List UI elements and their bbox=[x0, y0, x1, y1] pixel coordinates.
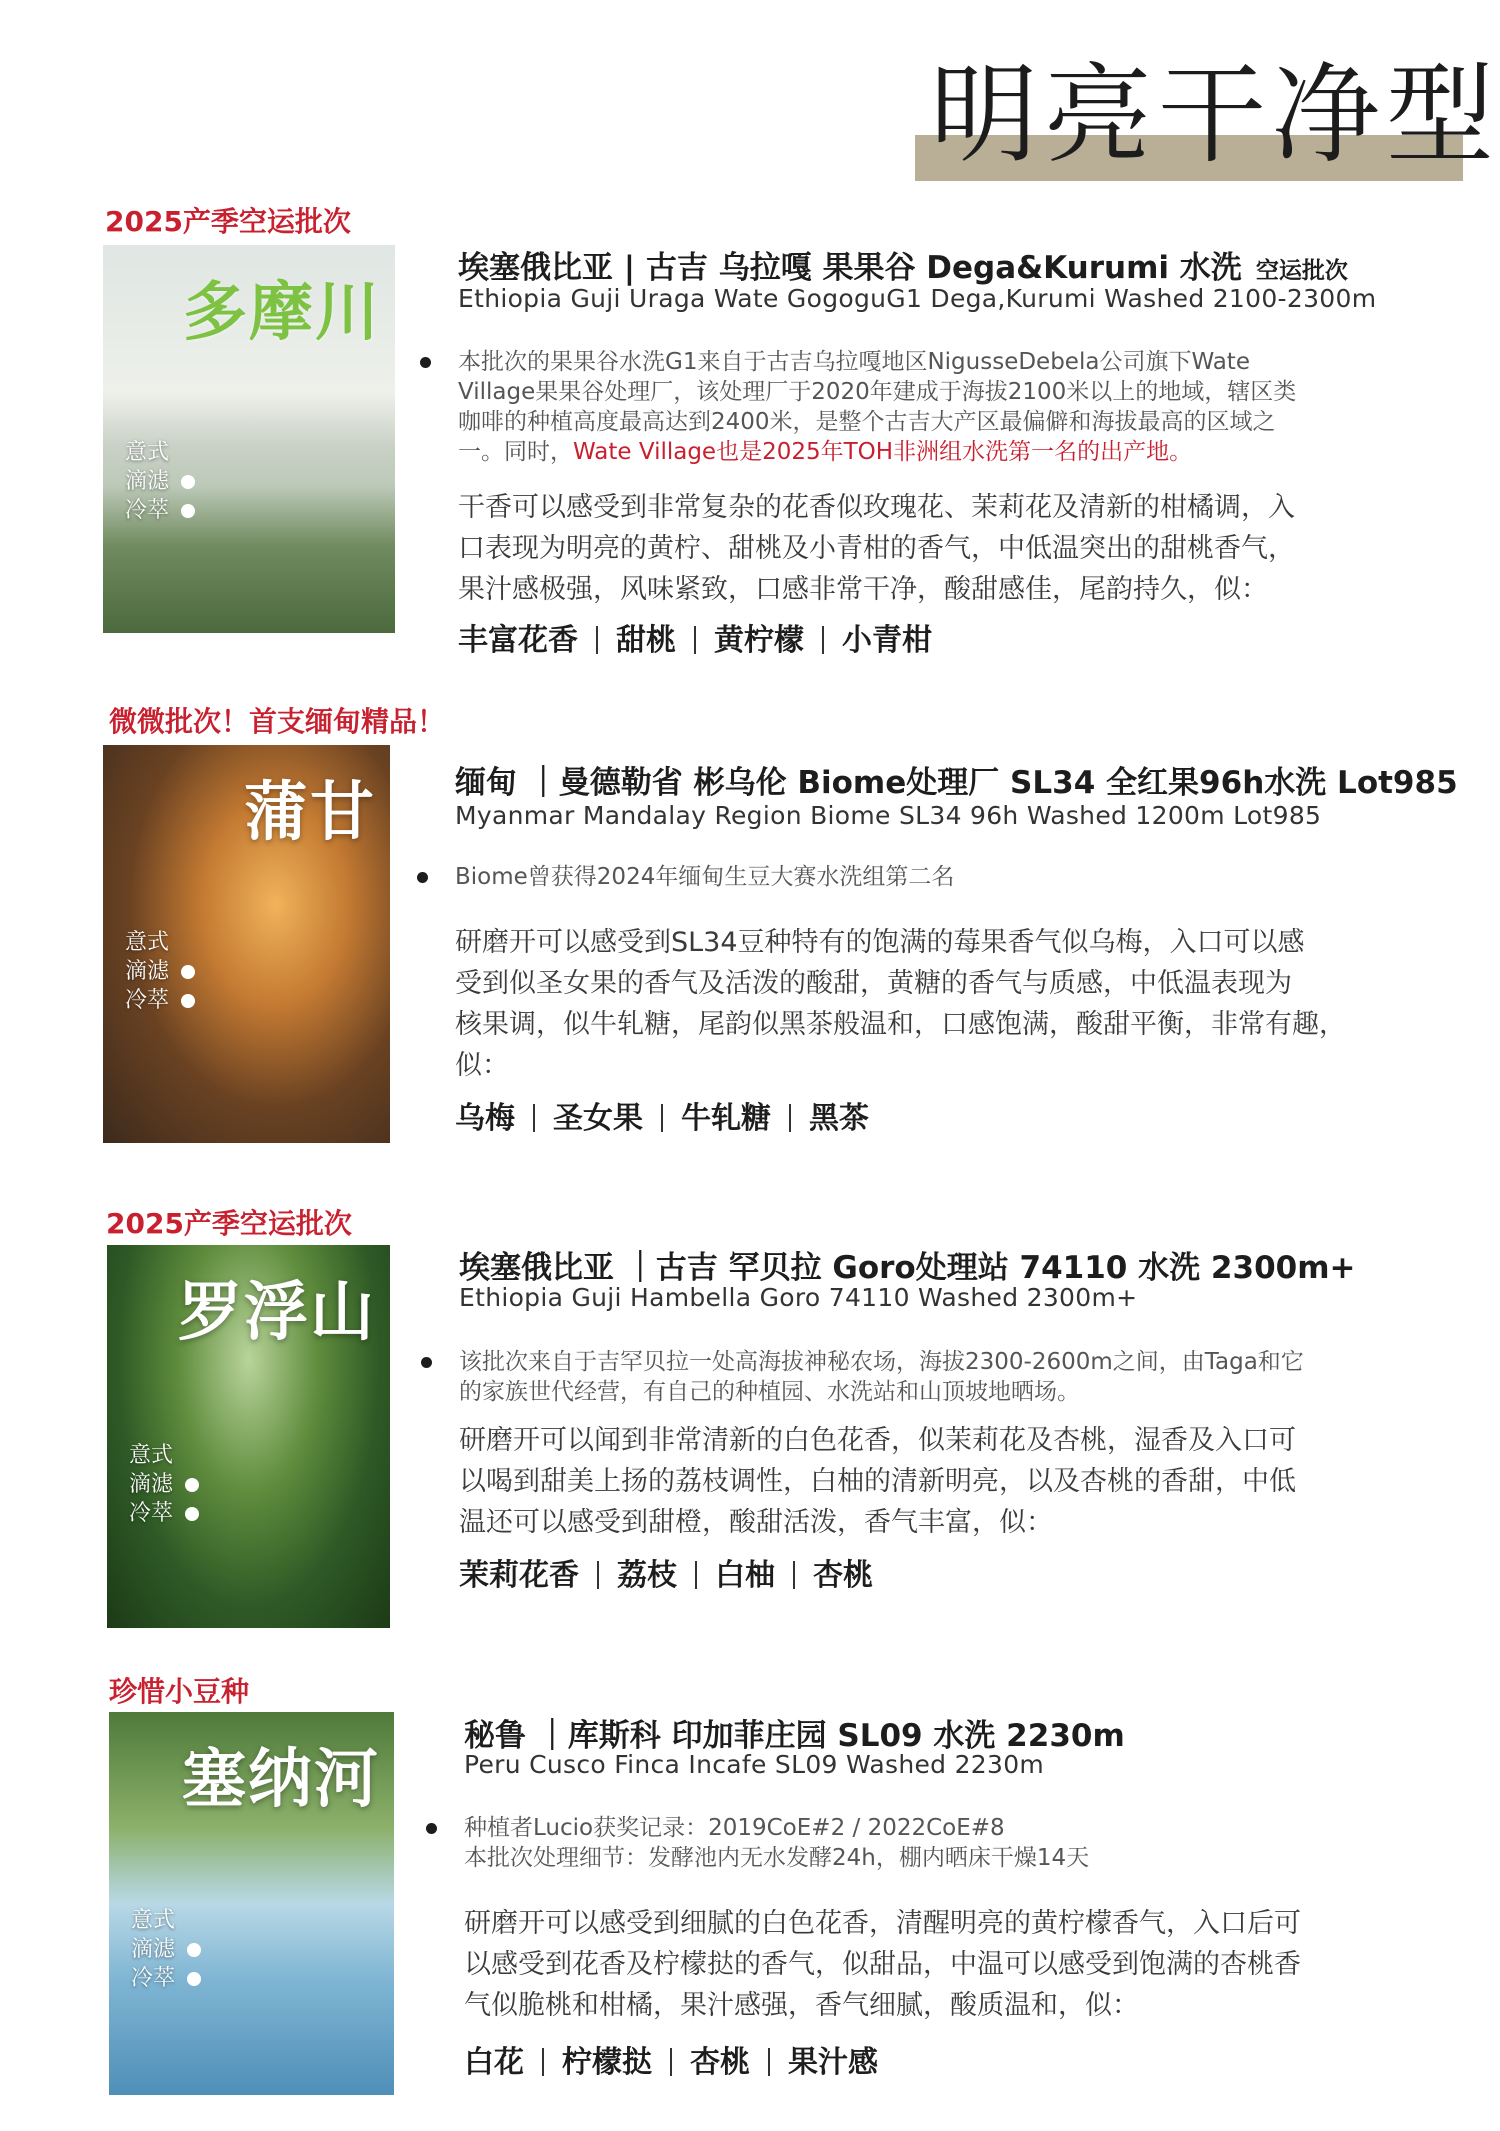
flavor-notes bbox=[458, 615, 932, 659]
bullet-line: 该批次来自于吉罕贝拉一处高海拔神秘农场，海拔2300-2600m之间，由Taga和它 bbox=[459, 1349, 1304, 1375]
card-photo bbox=[103, 745, 390, 1143]
dot-icon bbox=[185, 1478, 199, 1492]
card-description bbox=[458, 487, 1295, 610]
bullet-line: 本批次的果果谷水洗G1来自于古吉乌拉嘎地区NigusseDebela公司旗下Wate bbox=[458, 349, 1250, 375]
dot-icon bbox=[181, 475, 195, 489]
brew-method: 冷萃 bbox=[125, 988, 170, 1013]
photo-name: 罗浮山 bbox=[178, 1276, 376, 1350]
card-photo bbox=[103, 245, 395, 633]
brew-method-row bbox=[131, 1935, 201, 1964]
brew-methods bbox=[131, 1906, 201, 1993]
bullet-line: 咖啡的种植高度最高达到2400米，是整个古吉大产区最偏僻和海拔最高的区域之 bbox=[458, 409, 1276, 435]
brew-method: 冷萃 bbox=[131, 1966, 176, 1991]
card-bullet bbox=[459, 1347, 1459, 1407]
brew-methods bbox=[125, 438, 195, 525]
flavor-note: 圣女果 bbox=[553, 1101, 643, 1136]
brew-method: 滴滤 bbox=[131, 1937, 176, 1962]
desc-line: 果汁感极强，风味紧致，口感非常干净，酸甜感佳，尾韵持久，似： bbox=[458, 574, 1268, 605]
brew-method: 意式 bbox=[129, 1443, 174, 1468]
brew-method: 意式 bbox=[131, 1908, 176, 1933]
brew-method: 意式 bbox=[125, 440, 170, 465]
card-subtitle: Ethiopia Guji Hambella Goro 74110 Washed 2300m+ bbox=[459, 1283, 1138, 1312]
bullet-line: 本批次处理细节：发酵池内无水发酵24h，棚内晒床干燥14天 bbox=[464, 1845, 1090, 1871]
dot-icon bbox=[187, 1943, 201, 1957]
flavor-note: 小青柑 bbox=[842, 623, 932, 658]
photo-name: 多摩川 bbox=[183, 276, 381, 350]
card-title-text: 埃塞俄比亚 | 古吉 乌拉嘎 果果谷 Dega&Kurumi 水洗 bbox=[458, 250, 1242, 286]
card-photo bbox=[107, 1245, 390, 1628]
desc-line: 干香可以感受到非常复杂的花香似玫瑰花、茉莉花及清新的柑橘调，入 bbox=[458, 492, 1295, 523]
brew-method-row bbox=[129, 1470, 199, 1499]
bullet-highlight: Wate Village也是2025年TOH非洲组水洗第一名的出产地。 bbox=[573, 439, 1193, 465]
card-bullet bbox=[455, 862, 1455, 892]
card-title: 缅甸 ｜曼德勒省 彬乌伦 Biome处理厂 SL34 全红果96h水洗 Lot985 bbox=[455, 765, 1458, 801]
flavor-note: 黑茶 bbox=[809, 1101, 869, 1136]
brew-method-row bbox=[131, 1964, 201, 1993]
card-title bbox=[458, 242, 1348, 287]
brew-method-row bbox=[125, 496, 195, 525]
card-title: 秘鲁 ｜库斯科 印加菲庄园 SL09 水洗 2230m bbox=[464, 1718, 1125, 1754]
brew-method-row bbox=[129, 1499, 199, 1528]
note-separator bbox=[768, 2048, 770, 2076]
flavor-note: 牛轧糖 bbox=[681, 1101, 771, 1136]
brew-method: 冷萃 bbox=[129, 1501, 174, 1526]
photo-name: 蒲甘 bbox=[244, 776, 376, 850]
flavor-note: 丰富花香 bbox=[458, 623, 578, 658]
card-tag: 2025产季空运批次 bbox=[105, 205, 351, 238]
card-bullet bbox=[458, 347, 1458, 467]
card-tag: 珍惜小豆种 bbox=[109, 1675, 250, 1708]
note-separator bbox=[596, 626, 598, 654]
card-subtitle: Peru Cusco Finca Incafe SL09 Washed 2230m bbox=[464, 1750, 1045, 1779]
bullet-line: Biome曾获得2024年缅甸生豆大赛水洗组第二名 bbox=[455, 864, 955, 890]
brew-methods bbox=[125, 928, 195, 1015]
bullet-text: 一。同时， bbox=[458, 439, 573, 465]
photo-name: 塞纳河 bbox=[182, 1743, 380, 1817]
note-separator bbox=[822, 626, 824, 654]
desc-line: 研磨开可以感受到细腻的白色花香，清醒明亮的黄柠檬香气，入口后可 bbox=[464, 1908, 1301, 1939]
desc-line: 核果调，似牛轧糖，尾韵似黑茶般温和，口感饱满，酸甜平衡，非常有趣， bbox=[455, 1009, 1346, 1040]
flavor-note: 乌梅 bbox=[455, 1101, 515, 1136]
brew-method-row bbox=[125, 986, 195, 1015]
brew-method-row bbox=[125, 467, 195, 496]
flavor-note: 杏桃 bbox=[813, 1558, 873, 1593]
note-separator bbox=[670, 2048, 672, 2076]
bullet-line: Village果果谷处理厂，该处理厂于2020年建成于海拔2100米以上的地域，辖区类 bbox=[458, 379, 1297, 405]
desc-line: 气似脆桃和柑橘，果汁感强，香气细腻，酸质温和，似： bbox=[464, 1990, 1139, 2021]
card-title: 埃塞俄比亚 ｜古吉 罕贝拉 Goro处理站 74110 水洗 2300m+ bbox=[459, 1250, 1356, 1286]
flavor-note: 甜桃 bbox=[616, 623, 676, 658]
desc-line: 研磨开可以感受到SL34豆种特有的饱满的莓果香气似乌梅，入口可以感 bbox=[455, 927, 1305, 958]
note-separator bbox=[793, 1561, 795, 1589]
card-description bbox=[464, 1903, 1301, 2026]
dot-icon bbox=[185, 1507, 199, 1521]
bullet-line: 的家族世代经营，有自己的种植园、水洗站和山顶坡地晒场。 bbox=[459, 1379, 1080, 1405]
brew-method: 滴滤 bbox=[129, 1472, 174, 1497]
note-separator bbox=[694, 626, 696, 654]
desc-line: 以感受到花香及柠檬挞的香气，似甜品，中温可以感受到饱满的杏桃香 bbox=[464, 1949, 1301, 1980]
note-separator bbox=[597, 1561, 599, 1589]
flavor-notes bbox=[455, 1093, 869, 1137]
flavor-note: 白花 bbox=[464, 2045, 524, 2080]
flavor-note: 荔枝 bbox=[617, 1558, 677, 1593]
desc-line: 似： bbox=[455, 1050, 509, 1081]
note-separator bbox=[789, 1104, 791, 1132]
bullet-line: 种植者Lucio获奖记录：2019CoE#2 / 2022CoE#8 bbox=[464, 1815, 1005, 1841]
brew-method: 滴滤 bbox=[125, 959, 170, 984]
flavor-note: 黄柠檬 bbox=[714, 623, 804, 658]
brew-method: 冷萃 bbox=[125, 498, 170, 523]
desc-line: 研磨开可以闻到非常清新的白色花香，似茉莉花及杏桃，湿香及入口可 bbox=[459, 1425, 1296, 1456]
desc-line: 以喝到甜美上扬的荔枝调性，白柚的清新明亮，以及杏桃的香甜，中低 bbox=[459, 1466, 1296, 1497]
note-separator bbox=[661, 1104, 663, 1132]
note-separator bbox=[542, 2048, 544, 2076]
card-tag: 2025产季空运批次 bbox=[106, 1207, 352, 1240]
flavor-notes bbox=[464, 2037, 878, 2081]
dot-icon bbox=[187, 1972, 201, 1986]
card-description bbox=[455, 922, 1346, 1086]
flavor-note: 果汁感 bbox=[788, 2045, 878, 2080]
brew-method: 滴滤 bbox=[125, 469, 170, 494]
dot-icon bbox=[181, 994, 195, 1008]
flavor-note: 柠檬挞 bbox=[562, 2045, 652, 2080]
flavor-note: 杏桃 bbox=[690, 2045, 750, 2080]
air-badge: 空运批次 bbox=[1255, 258, 1348, 284]
brew-methods bbox=[129, 1441, 199, 1528]
brew-method-row bbox=[125, 957, 195, 986]
brew-method: 意式 bbox=[125, 930, 170, 955]
flavor-notes bbox=[459, 1550, 873, 1594]
flavor-note: 茉莉花香 bbox=[459, 1558, 579, 1593]
note-separator bbox=[695, 1561, 697, 1589]
desc-line: 受到似圣女果的香气及活泼的酸甜，黄糖的香气与质感，中低温表现为 bbox=[455, 968, 1292, 999]
card-bullet bbox=[464, 1813, 1464, 1873]
card-subtitle: Ethiopia Guji Uraga Wate GogoguG1 Dega,Kurumi Washed 2100-2300m bbox=[458, 284, 1377, 313]
note-separator bbox=[533, 1104, 535, 1132]
card-subtitle: Myanmar Mandalay Region Biome SL34 96h Washed 1200m Lot985 bbox=[455, 801, 1322, 830]
desc-line: 口表现为明亮的黄柠、甜桃及小青柑的香气，中低温突出的甜桃香气， bbox=[458, 533, 1295, 564]
card-tag: 微微批次！首支缅甸精品！ bbox=[109, 705, 446, 738]
desc-line: 温还可以感受到甜橙，酸甜活泼，香气丰富，似： bbox=[459, 1507, 1053, 1538]
page-title: 明亮干净型 bbox=[930, 53, 1500, 178]
dot-icon bbox=[181, 965, 195, 979]
dot-icon bbox=[181, 504, 195, 518]
flavor-note: 白柚 bbox=[715, 1558, 775, 1593]
bullet-line bbox=[458, 437, 1458, 467]
card-description bbox=[459, 1420, 1296, 1543]
card-photo bbox=[109, 1712, 394, 2095]
